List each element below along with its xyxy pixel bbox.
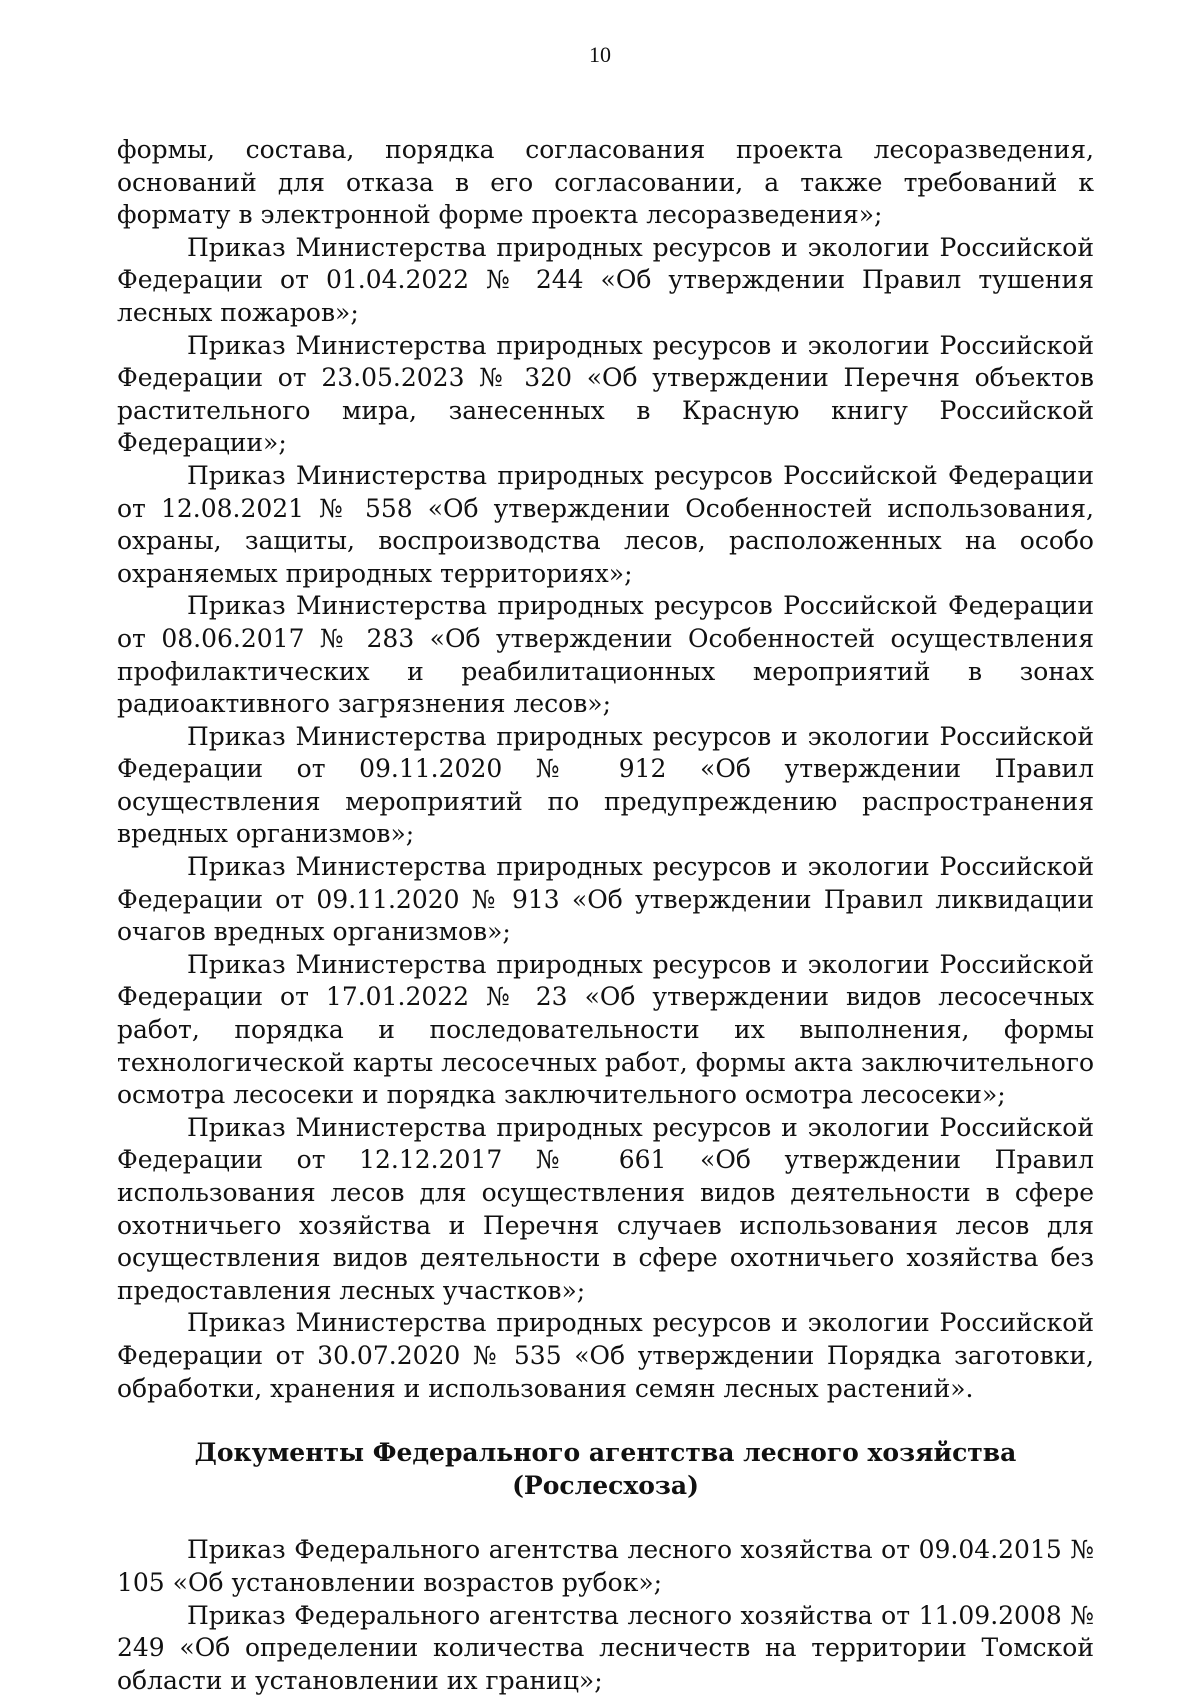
paragraph-order-244: Приказ Министерства природных ресурсов и экологии Российской Федерации от 01.04.2022 № 244 «Об утверждении Правил тушения лесных пожаров»;: [117, 232, 1094, 327]
paragraph-order-535: Приказ Министерства природных ресурсов и экологии Российской Федерации от 30.07.2020 № 535 «Об утверждении Порядка заготовки, обработки, хранения и использования семян лесных растений».: [117, 1308, 1094, 1403]
document-body: [117, 134, 1094, 1697]
paragraph-continuation: формы, состава, порядка согласования проекта лесоразведения, оснований для отказа в его согласовании, а также требований к формату в электронной форме проекта лесоразведения»;: [117, 135, 1094, 230]
paragraph-order-661: Приказ Министерства природных ресурсов и экологии Российской Федерации от 12.12.2017 № 661 «Об утверждении Правил использования лесов для осуществления видов деятельности в сфере охотничьего хозяйства и Перечня случаев использования лесов для осуществления видов деятельности в сфере охотничьего хозяйства без предоставления лесных участков»;: [117, 1112, 1094, 1305]
paragraph-order-283: Приказ Министерства природных ресурсов Российской Федерации от 08.06.2017 № 283 «Об утверждении Особенностей осуществления профилактических и реабилитационных мероприятий в зонах радиоактивного загрязнения лесов»;: [117, 591, 1094, 719]
page-number: 10: [589, 42, 611, 67]
paragraph-order-320: Приказ Министерства природных ресурсов и экологии Российской Федерации от 23.05.2023 № 320 «Об утверждении Перечня объектов растительного мира, занесенных в Красную книгу Российской Федерации»;: [117, 330, 1094, 458]
section-heading: Документы Федерального агентства лесного хозяйства (Рослесхоза): [194, 1438, 1017, 1500]
paragraph-order-249: Приказ Федерального агентства лесного хозяйства от 11.09.2008 № 249 «Об определении количества лесничеств на территории Томской области и установлении их границ»;: [117, 1600, 1094, 1695]
paragraph-order-105: Приказ Федерального агентства лесного хозяйства от 09.04.2015 № 105 «Об установлении возрастов рубок»;: [117, 1535, 1094, 1597]
paragraph-order-913: Приказ Министерства природных ресурсов и экологии Российской Федерации от 09.11.2020 № 913 «Об утверждении Правил ликвидации очагов вредных организмов»;: [117, 852, 1094, 947]
paragraph-order-912: Приказ Министерства природных ресурсов и экологии Российской Федерации от 09.11.2020 № 912 «Об утверждении Правил осуществления мероприятий по предупреждению распространения вредных организмов»;: [117, 721, 1094, 849]
paragraph-order-23: Приказ Министерства природных ресурсов и экологии Российской Федерации от 17.01.2022 № 23 «Об утверждении видов лесосечных работ, порядка и последовательности их выполнения, формы технологической карты лесосечных работ, формы акта заключительного осмотра лесосеки и порядка заключительного осмотра лесосеки»;: [117, 949, 1094, 1110]
paragraph-order-558: Приказ Министерства природных ресурсов Российской Федерации от 12.08.2021 № 558 «Об утверждении Особенностей использования, охраны, защиты, воспроизводства лесов, расположенных на особо охраняемых природных территориях»;: [117, 460, 1094, 588]
